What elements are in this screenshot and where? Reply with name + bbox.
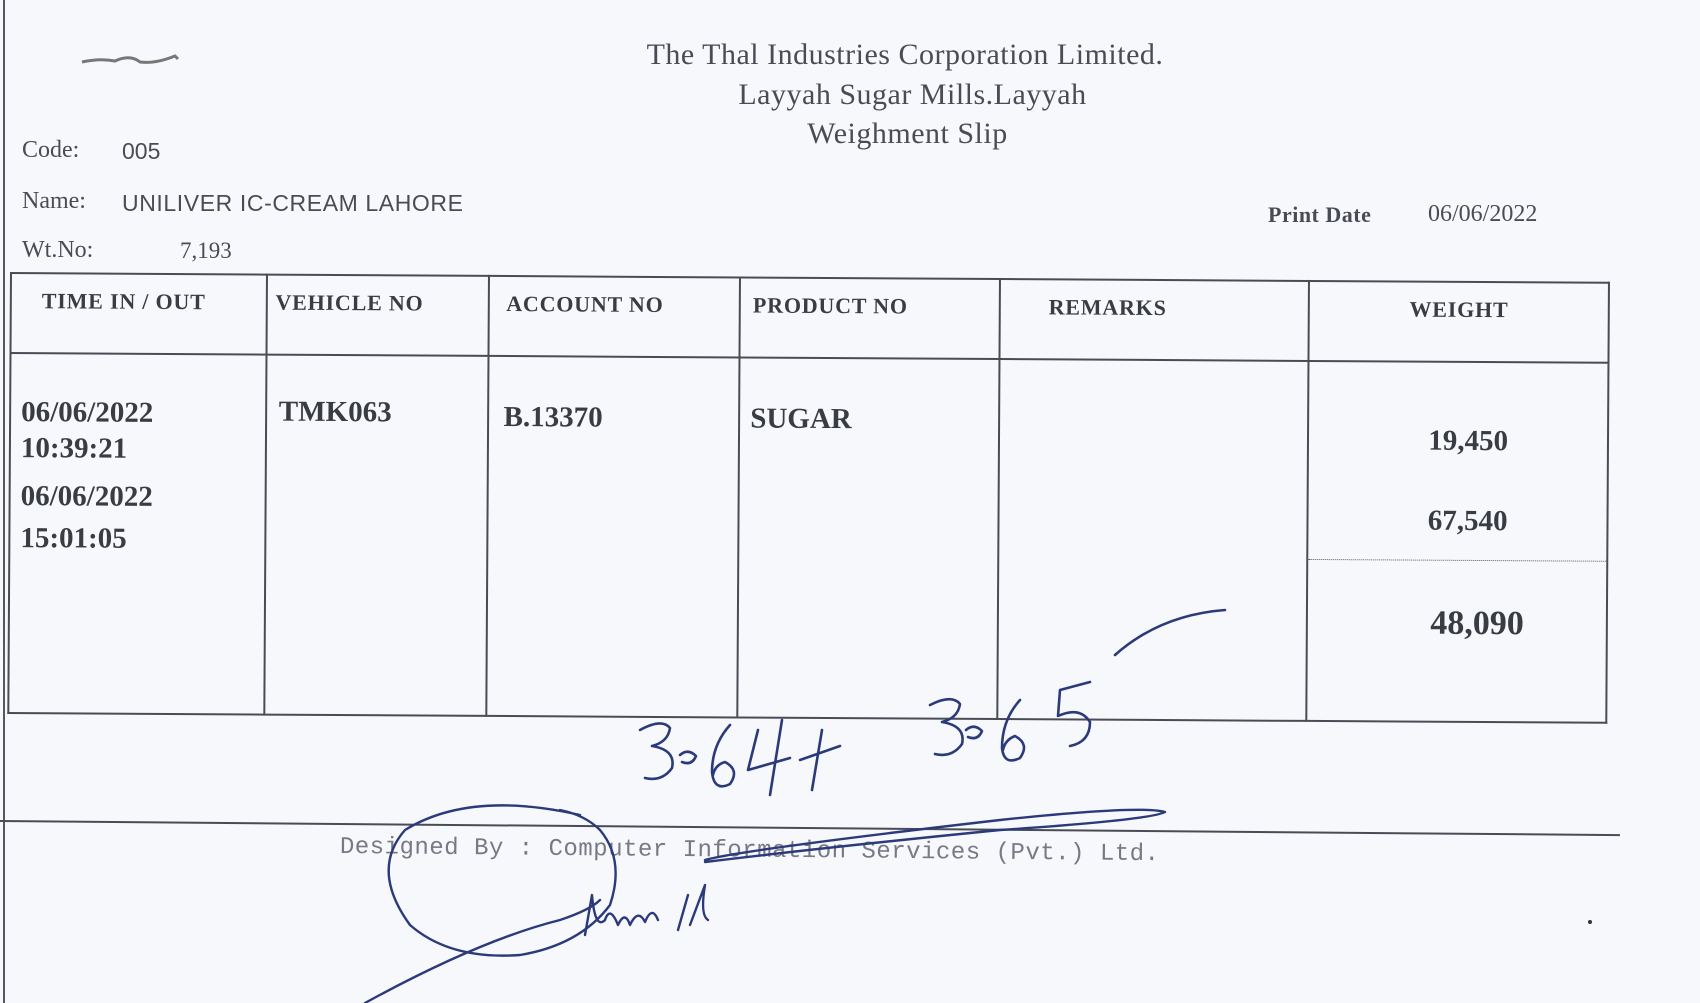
mill-name: Layyah Sugar Mills.Layyah bbox=[738, 78, 1087, 111]
header-time: TIME IN / OUT bbox=[11, 273, 267, 355]
time-out-date: 06/06/2022 bbox=[20, 480, 153, 513]
name-label: Name: bbox=[22, 188, 86, 214]
note-stroke-3a bbox=[640, 723, 673, 778]
product-cell: SUGAR bbox=[737, 357, 999, 719]
table-header-row bbox=[11, 273, 1609, 363]
print-date-label: Print Date bbox=[1268, 202, 1372, 227]
code-label: Code: bbox=[22, 137, 80, 163]
note-stroke-6 bbox=[712, 725, 734, 786]
note-stroke-0a bbox=[680, 752, 696, 763]
header-account: ACCOUNT NO bbox=[489, 276, 740, 358]
vehicle-cell: TMK063 bbox=[264, 355, 489, 716]
weight-in: 19,450 bbox=[1428, 424, 1509, 458]
document-title: Weighment Slip bbox=[807, 117, 1008, 150]
ink-speck bbox=[1588, 920, 1592, 924]
remarks-cell bbox=[997, 359, 1309, 721]
time-in-date: 06/06/2022 bbox=[21, 396, 154, 429]
weight-number-label: Wt.No: bbox=[22, 237, 94, 263]
note-stroke-4 bbox=[748, 720, 790, 795]
weight-number-value: 7,193 bbox=[180, 238, 232, 263]
note-stroke-plus bbox=[800, 730, 840, 790]
header-product: PRODUCT NO bbox=[740, 277, 1000, 359]
weight-cell bbox=[1307, 361, 1609, 723]
footer-credit: Designed By : Computer Information Services (Pvt.) Ltd. bbox=[339, 834, 1160, 869]
time-in-time: 10:39:21 bbox=[20, 432, 128, 465]
table-row bbox=[8, 353, 1608, 723]
header-vehicle: VEHICLE NO bbox=[266, 275, 489, 356]
print-date-value: 06/06/2022 bbox=[1428, 201, 1538, 227]
name-value: UNILIVER IC-CREAM LAHORE bbox=[122, 190, 464, 216]
header-remarks: REMARKS bbox=[999, 279, 1309, 361]
account-cell: B.13370 bbox=[487, 356, 740, 718]
code-value: 005 bbox=[122, 138, 161, 164]
weighment-table bbox=[7, 272, 1610, 724]
header-weight: WEIGHT bbox=[1309, 281, 1609, 363]
footer-divider bbox=[0, 820, 1620, 836]
company-name: The Thal Industries Corporation Limited. bbox=[646, 38, 1164, 71]
weight-out: 67,540 bbox=[1427, 504, 1508, 538]
time-cell bbox=[8, 353, 266, 715]
weight-net: 48,090 bbox=[1430, 604, 1524, 643]
time-out-time: 15:01:05 bbox=[20, 522, 127, 555]
weight-divider bbox=[1309, 559, 1607, 562]
note-stroke-0b bbox=[966, 727, 982, 738]
